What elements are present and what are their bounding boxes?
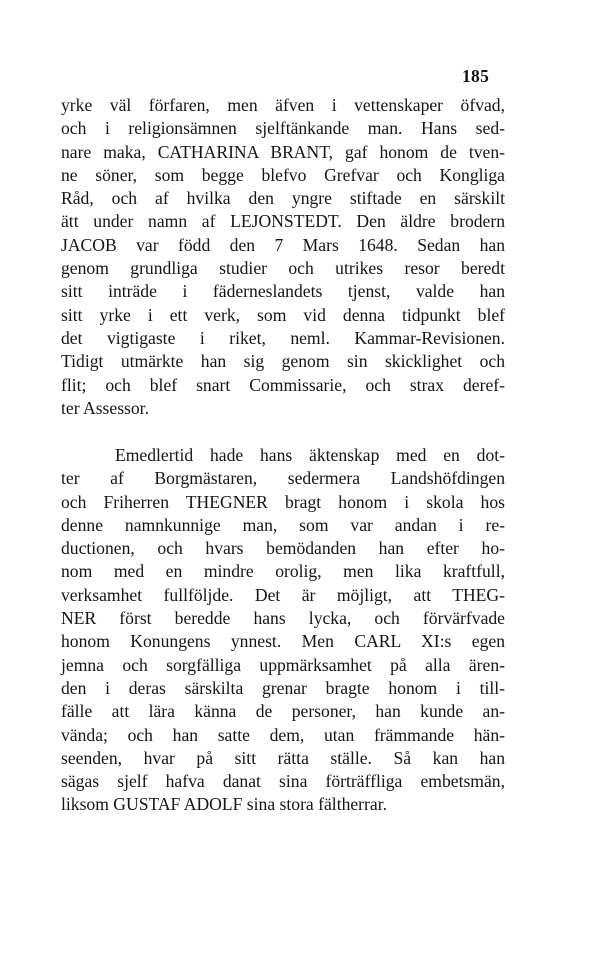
text-line: JACOB var född den 7 Mars 1648. Sedan han [61, 234, 505, 255]
text-line: flit; och blef snart Commissarie, och strax deref- [61, 374, 505, 395]
text-line: Råd, och af hvilka den yngre stiftade en särskilt [61, 188, 505, 209]
text-line: sitt yrke i ett verk, som vid denna tidpunkt blef [61, 304, 505, 325]
text-line: sägas sjelf hafva danat sina förträffliga embetsmän, [61, 771, 505, 792]
text-line: vända; och han satte dem, utan främmande hän- [61, 724, 505, 745]
text-line: ter Assessor. [61, 397, 149, 418]
text-line: yrke väl förfaren, men äfven i vettenskaper öfvad, [61, 95, 505, 115]
text-line: seenden, hvar på sitt rätta ställe. Så kan han [61, 747, 505, 768]
text-line: ter af Borgmästaren, sedermera Landshöfdingen [61, 468, 505, 489]
paragraph-2 [61, 444, 505, 817]
text-line: sitt inträde i fäderneslandets tjenst, valde han [61, 281, 505, 302]
page-number: 185 [462, 66, 490, 86]
text-line: denne namnkunnige man, som var andan i re- [61, 514, 505, 535]
text-line: nom med en mindre orolig, men lika kraftfull, [61, 561, 505, 582]
text-line: den i deras särskilta grenar bragte honom i till- [61, 677, 505, 698]
text-line: ductionen, och hvars bemödanden han efter ho- [61, 538, 505, 559]
text-line: och Friherren THEGNER bragt honom i skola hos [61, 491, 505, 512]
text-line: Tidigt utmärkte han sig genom sin skicklighet och [61, 351, 505, 372]
text-line: och i religionsämnen sjelftänkande man. Hans sed- [61, 118, 505, 139]
paragraph-1 [61, 94, 505, 420]
text-line: liksom GUSTAF ADOLF sina stora fältherrar. [61, 794, 387, 815]
text-line: honom Konungens ynnest. Men CARL XI:s egen [61, 631, 505, 652]
text-line: det vigtigaste i riket, neml. Kammar-Revisionen. [61, 327, 505, 348]
text-line: jemna och sorgfälliga uppmärksamhet på alla ären- [61, 654, 505, 675]
text-line: fälle att lära känna de personer, han kunde an- [61, 701, 505, 722]
text-line: ne söner, som begge blefvo Grefvar och Kongliga [61, 164, 505, 185]
text-line: nare maka, CATHARINA BRANT, gaf honom de tven- [61, 141, 505, 162]
text-line: verksamhet fullföljde. Det är möjligt, att THEG- [61, 584, 505, 605]
text-line: NER först beredde hans lycka, och förvärfvade [61, 608, 505, 629]
text-line: ätt under namn af LEJONSTEDT. Den äldre brodern [61, 211, 505, 232]
text-line: genom grundliga studier och utrikes resor beredt [61, 258, 505, 279]
text-line: Emedlertid hade hans äktenskap med en dot- [115, 445, 505, 465]
